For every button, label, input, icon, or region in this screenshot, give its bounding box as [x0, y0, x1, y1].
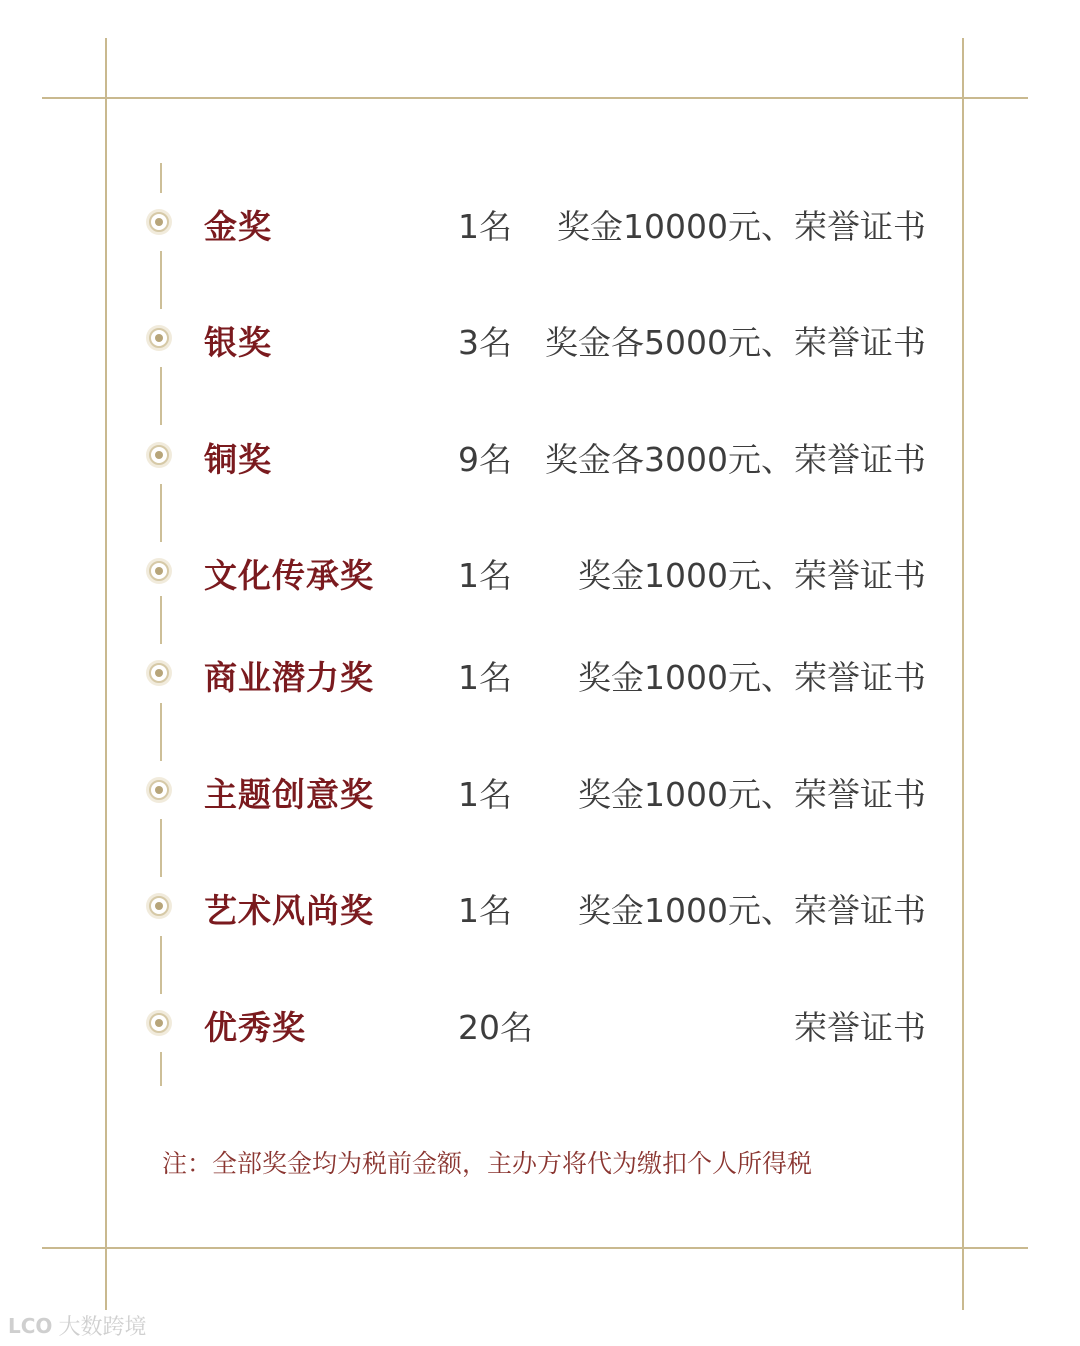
- award-count: 1名: [458, 207, 512, 246]
- timeline-segment: [160, 819, 162, 877]
- bullet-icon: [146, 660, 172, 686]
- award-name: 铜奖: [204, 440, 272, 479]
- timeline-segment: [160, 1052, 162, 1086]
- frame-right-line: [962, 38, 964, 1310]
- timeline-segment: [160, 596, 162, 644]
- timeline-segment: [160, 484, 162, 542]
- award-prize: 荣誉证书: [794, 1008, 926, 1047]
- award-prize: 奖金1000元、荣誉证书: [578, 556, 926, 595]
- bullet-icon: [146, 209, 172, 235]
- award-prize: 奖金各5000元、荣誉证书: [545, 323, 926, 362]
- award-prize: 奖金各3000元、荣誉证书: [545, 440, 926, 479]
- award-row-culture-heritage: [146, 541, 926, 601]
- frame-top-line: [42, 97, 1028, 99]
- award-prize: 奖金1000元、荣誉证书: [578, 891, 926, 930]
- award-row-bronze: [146, 425, 926, 485]
- award-name: 金奖: [204, 207, 272, 246]
- award-count: 1名: [458, 658, 512, 697]
- award-prize: 奖金1000元、荣誉证书: [578, 658, 926, 697]
- award-row-excellence: [146, 993, 926, 1053]
- award-name: 银奖: [204, 323, 272, 362]
- tax-note: 注：全部奖金均为税前金额，主办方将代为缴扣个人所得税: [162, 1149, 813, 1178]
- award-name: 商业潜力奖: [204, 658, 374, 697]
- bullet-icon: [146, 777, 172, 803]
- award-row-silver: [146, 308, 926, 368]
- award-name: 优秀奖: [204, 1008, 306, 1047]
- award-prize: 奖金1000元、荣誉证书: [578, 775, 926, 814]
- award-row-art-style: [146, 876, 926, 936]
- timeline-segment: [160, 936, 162, 994]
- award-name: 主题创意奖: [204, 775, 374, 814]
- bullet-icon: [146, 325, 172, 351]
- frame-bottom-line: [42, 1247, 1028, 1249]
- timeline-segment: [160, 251, 162, 309]
- award-name: 艺术风尚奖: [204, 891, 374, 930]
- bullet-icon: [146, 558, 172, 584]
- award-name: 文化传承奖: [204, 556, 374, 595]
- bullet-icon: [146, 893, 172, 919]
- watermark-text: 大数跨境: [58, 1315, 147, 1340]
- frame-left-line: [105, 38, 107, 1310]
- bullet-icon: [146, 1010, 172, 1036]
- award-count: 9名: [458, 440, 512, 479]
- award-count: 20名: [458, 1008, 533, 1047]
- award-count: 1名: [458, 775, 512, 814]
- award-row-business-potential: [146, 643, 926, 703]
- watermark: [8, 1310, 146, 1341]
- timeline-segment: [160, 703, 162, 761]
- award-prize: 奖金10000元、荣誉证书: [557, 207, 926, 246]
- timeline-segment: [160, 367, 162, 425]
- award-row-gold: [146, 192, 926, 252]
- watermark-logo: LCO: [8, 1313, 53, 1338]
- bullet-icon: [146, 442, 172, 468]
- timeline-segment: [160, 163, 162, 193]
- award-count: 1名: [458, 891, 512, 930]
- award-row-theme-creativity: [146, 760, 926, 820]
- award-count: 3名: [458, 323, 512, 362]
- award-count: 1名: [458, 556, 512, 595]
